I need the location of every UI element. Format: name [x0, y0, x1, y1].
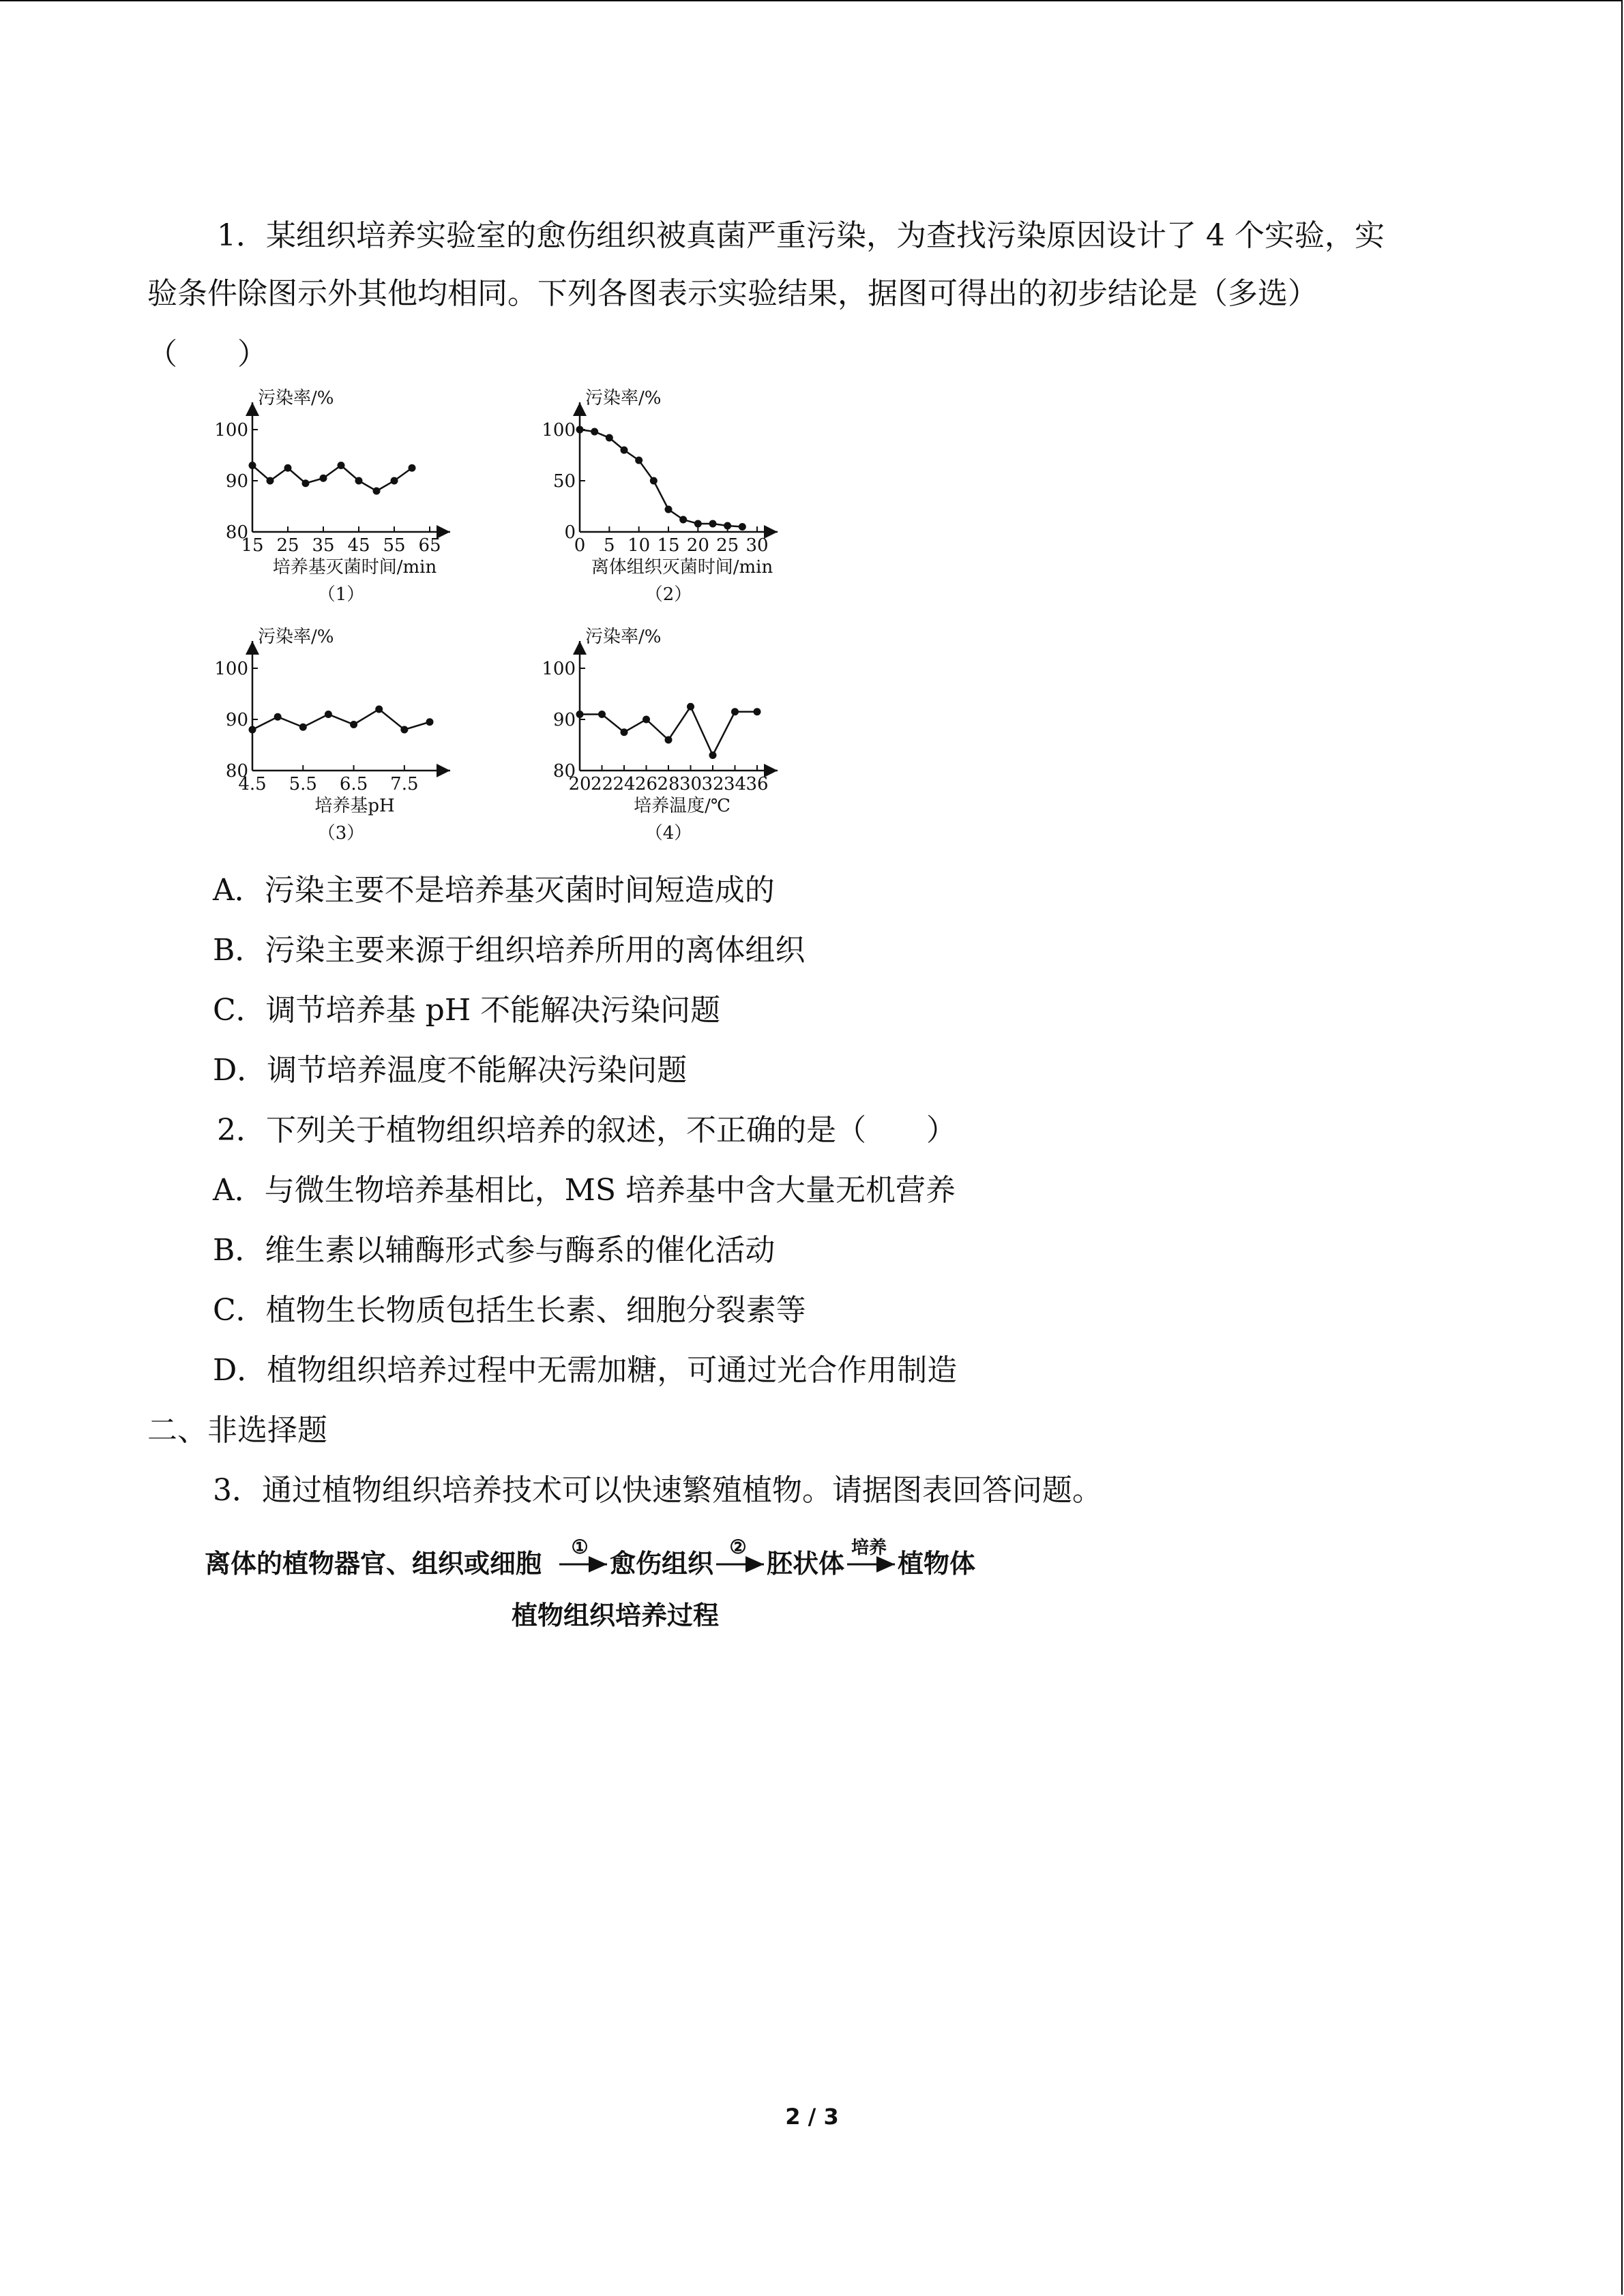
- data-point: [325, 711, 332, 718]
- data-point: [350, 721, 357, 728]
- q2-option-a: A．与微生物培养基相比，MS 培养基中含大量无机营养: [213, 1173, 956, 1208]
- x-tick-label: 30: [679, 774, 703, 794]
- y-tick-label: 80: [225, 761, 248, 781]
- data-point: [299, 724, 307, 731]
- y-tick-label: 0: [564, 522, 576, 543]
- x-tick-label: 28: [657, 774, 680, 794]
- chart-svg: [205, 621, 491, 846]
- data-point: [591, 428, 598, 436]
- data-point: [249, 462, 256, 469]
- x-axis-label: 培养基灭菌时间/min: [272, 557, 437, 578]
- q2-option-d: D．植物组织培养过程中无需加糖，可通过光合作用制造: [213, 1353, 958, 1388]
- q1-option-c: C．调节培养基 pH 不能解决污染问题: [213, 993, 721, 1028]
- y-axis-label: 污染率/%: [585, 388, 662, 408]
- data-point: [400, 726, 408, 734]
- x-tick-label: 55: [383, 535, 406, 556]
- series-line: [252, 466, 412, 492]
- x-tick-label: 5.5: [289, 774, 317, 794]
- q1-option-b: B．污染主要来源于组织培养所用的离体组织: [213, 933, 806, 968]
- chart-caption: （2）: [645, 584, 692, 605]
- data-point: [320, 475, 327, 482]
- chart-svg: [532, 382, 818, 607]
- data-point: [679, 516, 687, 524]
- y-tick-label: 80: [552, 761, 576, 781]
- data-point: [409, 464, 416, 472]
- data-point: [267, 477, 274, 485]
- x-tick-label: 22: [590, 774, 614, 794]
- x-tick-label: 26: [634, 774, 658, 794]
- x-tick-label: 4.5: [238, 774, 267, 794]
- data-point: [731, 708, 739, 715]
- flow-arrow-1-label: ①: [571, 1536, 589, 1558]
- y-tick-label: 100: [542, 659, 576, 679]
- x-tick-label: 0: [574, 535, 586, 556]
- data-point: [426, 718, 434, 726]
- q1-option-a: A．污染主要不是培养基灭菌时间短造成的: [213, 873, 775, 908]
- y-tick-label: 90: [552, 710, 576, 730]
- y-tick-label: 50: [552, 471, 576, 492]
- flow-node-plant: 植物体: [898, 1548, 976, 1579]
- x-tick-label: 32: [701, 774, 724, 794]
- chart-3: [205, 621, 491, 846]
- flow-node-callus: 愈伤组织: [610, 1548, 714, 1579]
- x-axis-label: 离体组织灭菌时间/min: [591, 557, 773, 578]
- q3-stem: 3．通过植物组织培养技术可以快速繁殖植物。请据图表回答问题。: [213, 1473, 1102, 1508]
- flow-node-embryoid: 胚状体: [767, 1548, 845, 1579]
- x-tick-label: 45: [347, 535, 370, 556]
- data-point: [598, 711, 606, 718]
- x-axis-label: 培养基pH: [314, 796, 395, 816]
- y-axis-label: 污染率/%: [258, 627, 334, 647]
- x-tick-label: 25: [716, 535, 739, 556]
- flow-caption: 植物组织培养过程: [512, 1600, 720, 1630]
- x-tick-label: 34: [723, 774, 747, 794]
- page-number: 2 / 3: [785, 2104, 839, 2130]
- y-axis-label: 污染率/%: [258, 388, 334, 408]
- data-point: [635, 457, 643, 464]
- data-point: [621, 447, 628, 454]
- y-tick-label: 80: [225, 522, 248, 543]
- data-point: [650, 477, 658, 485]
- x-tick-label: 36: [745, 774, 769, 794]
- data-point: [709, 520, 717, 528]
- chart-svg: [205, 382, 491, 607]
- series-line: [580, 706, 757, 755]
- data-point: [373, 488, 381, 495]
- y-tick-label: 90: [225, 710, 248, 730]
- x-tick-label: 15: [241, 535, 264, 556]
- q2-option-c: C．植物生长物质包括生长素、细胞分裂素等: [213, 1293, 806, 1328]
- data-point: [754, 708, 761, 715]
- data-point: [284, 464, 292, 472]
- q1-option-d: D．调节培养温度不能解决污染问题: [213, 1053, 688, 1088]
- y-axis-label: 污染率/%: [585, 627, 662, 647]
- x-tick-label: 15: [657, 535, 680, 556]
- x-tick-label: 35: [312, 535, 335, 556]
- data-point: [338, 462, 345, 469]
- y-tick-label: 100: [214, 420, 248, 441]
- q1-line3: （ ）: [147, 337, 267, 372]
- x-tick-label: 10: [628, 535, 651, 556]
- data-point: [665, 506, 673, 513]
- data-point: [724, 522, 731, 530]
- data-point: [687, 703, 694, 711]
- x-tick-label: 24: [612, 774, 636, 794]
- x-tick-label: 65: [418, 535, 441, 556]
- flow-arrow-2-label: ②: [729, 1536, 747, 1558]
- data-point: [274, 713, 282, 721]
- data-point: [391, 477, 398, 485]
- x-tick-label: 5: [604, 535, 615, 556]
- x-tick-label: 6.5: [339, 774, 368, 794]
- data-point: [375, 706, 383, 713]
- data-point: [739, 523, 746, 531]
- tissue-culture-flow: [205, 1527, 976, 1637]
- x-tick-label: 7.5: [390, 774, 419, 794]
- data-point: [665, 736, 673, 744]
- data-point: [621, 728, 628, 736]
- series-line: [580, 430, 742, 527]
- x-tick-label: 30: [745, 535, 769, 556]
- chart-caption: （3）: [317, 823, 365, 844]
- chart-svg: [532, 621, 818, 846]
- chart-2: [532, 382, 818, 607]
- q2-stem: 2．下列关于植物组织培养的叙述，不正确的是（ ）: [217, 1113, 956, 1148]
- x-tick-label: 20: [686, 535, 709, 556]
- data-point: [249, 726, 256, 734]
- data-point: [355, 477, 363, 485]
- y-tick-label: 90: [225, 471, 248, 492]
- data-point: [576, 711, 584, 718]
- x-axis-label: 培养温度/℃: [634, 796, 730, 816]
- data-point: [709, 751, 717, 759]
- q2-option-b: B．维生素以辅酶形式参与酶系的催化活动: [213, 1233, 776, 1268]
- data-point: [643, 716, 650, 724]
- chart-caption: （1）: [317, 584, 365, 605]
- flow-node-explant: 离体的植物器官、组织或细胞: [205, 1548, 542, 1579]
- flow-arrow-3-label: 培养: [851, 1538, 887, 1558]
- q1-line2: 验条件除图示外其他均相同。下列各图表示实验结果，据图可得出的初步结论是（多选）: [147, 276, 1318, 311]
- data-point: [694, 520, 702, 528]
- y-tick-label: 100: [542, 420, 576, 441]
- chart-1: [205, 382, 491, 607]
- q1-line1: 1．某组织培养实验室的愈伤组织被真菌严重污染，为查找污染原因设计了 4 个实验，实: [217, 218, 1385, 253]
- chart-caption: （4）: [645, 823, 692, 844]
- y-tick-label: 100: [214, 659, 248, 679]
- x-tick-label: 20: [568, 774, 591, 794]
- chart-4: [532, 621, 818, 846]
- data-point: [576, 426, 584, 434]
- data-point: [302, 479, 310, 487]
- section-heading: 二、非选择题: [147, 1413, 327, 1448]
- x-tick-label: 25: [276, 535, 299, 556]
- data-point: [606, 434, 613, 442]
